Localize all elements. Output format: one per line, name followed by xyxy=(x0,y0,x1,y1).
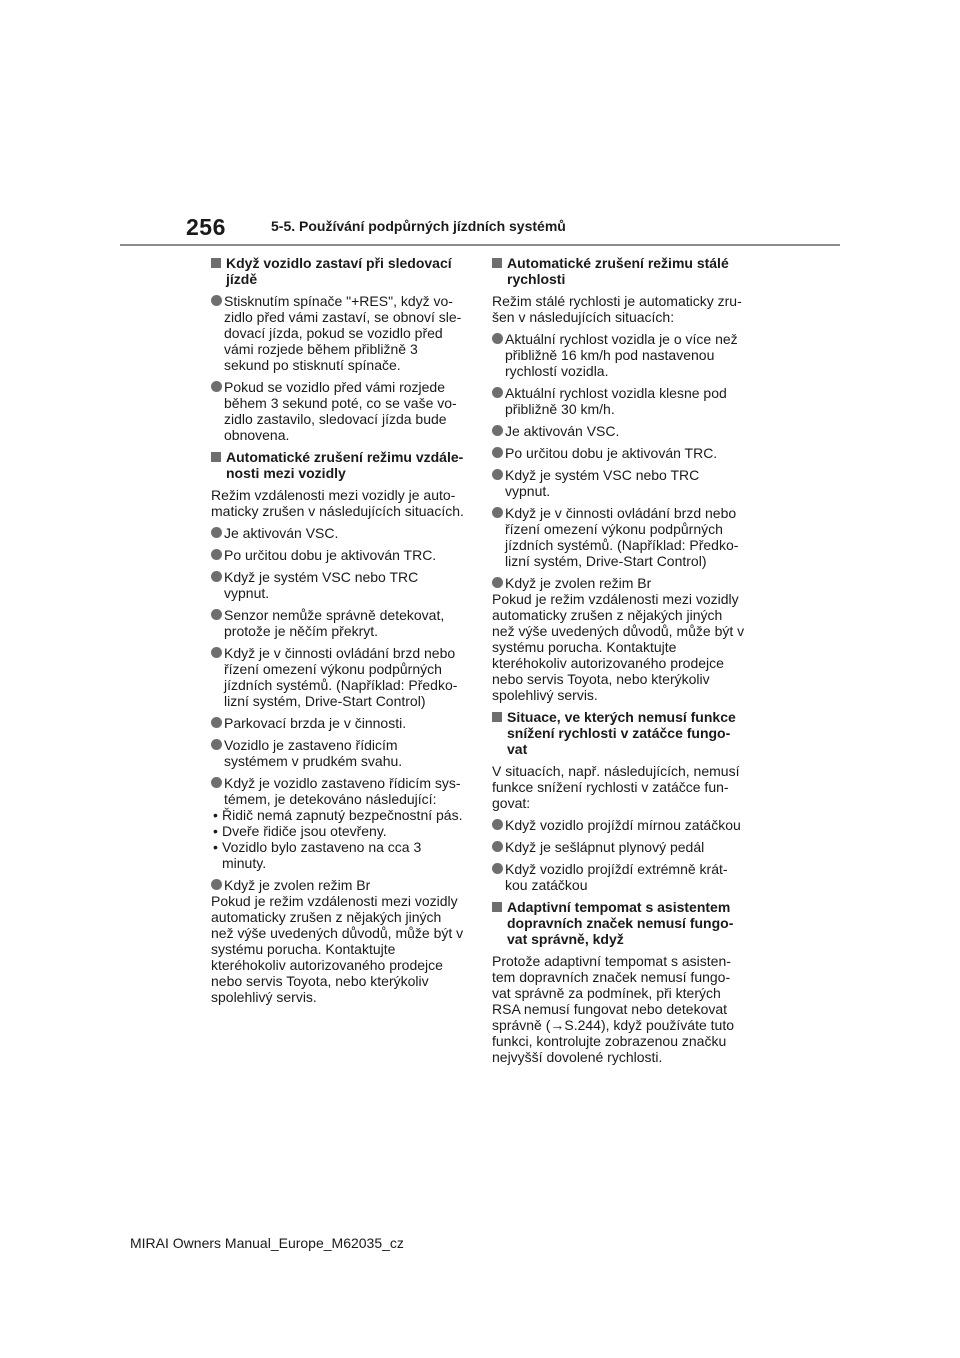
list-item xyxy=(211,293,465,373)
list-item xyxy=(492,445,746,461)
list-item-text: Když je zvolen režim Br xyxy=(505,575,652,591)
page-number: 256 xyxy=(186,214,226,240)
section-heading xyxy=(211,449,465,481)
circle-bullet-icon xyxy=(492,863,503,874)
small-bullet-icon: • xyxy=(213,839,218,855)
list-item-text: Parkovací brzda je v činnosti. xyxy=(224,715,407,731)
list-item-text: Když je sešlápnut plynový pedál xyxy=(505,839,705,855)
small-bullet-icon: • xyxy=(213,823,218,839)
square-bullet-icon xyxy=(211,258,221,268)
list-item xyxy=(492,467,746,499)
circle-bullet-icon xyxy=(211,777,222,788)
list-item xyxy=(492,817,746,833)
circle-bullet-icon xyxy=(211,571,222,582)
paragraph: V situacích, např. následujících, nemusí funkce snížení rychlosti v zatáčce fun-govat: xyxy=(492,763,740,811)
sub-list-item xyxy=(211,839,465,871)
section-heading-text: Automatické zrušení režimu vzdále-nosti mezi vozidly xyxy=(226,449,464,481)
list-item xyxy=(211,607,465,639)
square-bullet-icon xyxy=(211,452,221,462)
square-bullet-icon xyxy=(492,258,502,268)
circle-bullet-icon xyxy=(492,841,503,852)
list-item-text: Když je vozidlo zastaveno řídicím sys-témem, je detekováno následující: xyxy=(224,775,461,807)
left-column xyxy=(211,255,465,1011)
section-heading xyxy=(492,899,746,947)
circle-bullet-icon xyxy=(211,527,222,538)
sub-list-item xyxy=(211,823,465,839)
section-heading-text: Automatické zrušení režimu stálé rychlosti xyxy=(507,255,729,287)
section-heading xyxy=(492,255,746,287)
list-item-text: Aktuální rychlost vozidla klesne pod přibližně 30 km/h. xyxy=(505,385,727,417)
list-item-text: Když je v činnosti ovládání brzd nebo řízení omezení výkonu podpůrných jízdních systémů. (Například: Předko-lizní systém, Drive-Start Control) xyxy=(224,645,458,709)
sub-list-item xyxy=(211,807,465,823)
circle-bullet-icon xyxy=(211,609,222,620)
header-rule xyxy=(120,244,840,246)
section-heading-text: Když vozidlo zastaví při sledovací jízdě xyxy=(226,255,452,287)
circle-bullet-icon xyxy=(492,577,503,588)
circle-bullet-icon xyxy=(492,507,503,518)
list-item xyxy=(211,525,465,541)
list-item-text: Když vozidlo projíždí mírnou zatáčkou xyxy=(505,817,741,833)
section-heading xyxy=(211,255,465,287)
list-item-text: Stisknutím spínače "+RES", když vo-zidlo před vámi zastaví, se obnoví sle-dovací jízda, pokud se vozidlo před vámi rozjede během přibližně 3 sekund po stisknutí spínače. xyxy=(224,293,462,373)
sub-list-item-text: Řidič nemá zapnutý bezpečnostní pás. xyxy=(222,807,463,823)
list-item-text: Po určitou dobu je aktivován TRC. xyxy=(224,547,437,563)
list-item xyxy=(492,839,746,855)
square-bullet-icon xyxy=(492,902,502,912)
list-item-text: Je aktivován VSC. xyxy=(505,423,620,439)
circle-bullet-icon xyxy=(492,447,503,458)
circle-bullet-icon xyxy=(211,381,222,392)
list-item-text: Senzor nemůže správně detekovat, protože je něčím překryt. xyxy=(224,607,445,639)
paragraph: Protože adaptivní tempomat s asisten-tem dopravních značek nemusí fungo-vat správně za podmínek, při kterých RSA nemusí fungovat nebo detekovat správně (→S.244), když používáte tuto funkci, kontrolujte zobrazenou značku nejvyšší dovolené rychlosti. xyxy=(492,953,735,1065)
section-heading xyxy=(492,709,746,757)
circle-bullet-icon xyxy=(211,879,222,890)
circle-bullet-icon xyxy=(492,469,503,480)
circle-bullet-icon xyxy=(211,717,222,728)
circle-bullet-icon xyxy=(211,739,222,750)
list-item-text: Když je v činnosti ovládání brzd nebo řízení omezení výkonu podpůrných jízdních systémů. (Například: Předko-lizní systém, Drive-Start Control) xyxy=(505,505,739,569)
section-heading-text: Adaptivní tempomat s asistentem dopravních značek nemusí fungo-vat správně, když xyxy=(507,899,734,947)
paragraph: Režim vzdálenosti mezi vozidly je auto-maticky zrušen v následujících situacích. xyxy=(211,487,464,519)
circle-bullet-icon xyxy=(211,647,222,658)
list-item-text: Vozidlo je zastaveno řídicím systémem v prudkém svahu. xyxy=(224,737,403,769)
right-column xyxy=(492,255,746,1071)
list-item xyxy=(492,385,746,417)
circle-bullet-icon xyxy=(492,819,503,830)
circle-bullet-icon xyxy=(492,333,503,344)
section-heading-text: Situace, ve kterých nemusí funkce snížení rychlosti v zatáčce fungo-vat xyxy=(507,709,736,757)
paragraph: Pokud je režim vzdálenosti mezi vozidly automaticky zrušen z nějakých jiných než výše uvedených důvodů, může být v systému porucha. Kontaktujte kteréhokoliv autorizovaného prodejce nebo servis Toyota, nebo kterýkoliv spolehlivý servis. xyxy=(211,893,464,1005)
list-item xyxy=(211,645,465,709)
list-item xyxy=(211,737,465,769)
list-item xyxy=(211,569,465,601)
list-item-text: Když je systém VSC nebo TRC vypnut. xyxy=(505,467,700,499)
list-item-text: Když vozidlo projíždí extrémně krát-kou zatáčkou xyxy=(505,861,728,893)
list-item-text: Aktuální rychlost vozidla je o více než přibližně 16 km/h pod nastavenou rychlostí vozidla. xyxy=(505,331,738,379)
small-bullet-icon: • xyxy=(213,807,218,823)
list-item xyxy=(492,575,746,591)
chapter-title: 5-5. Používání podpůrných jízdních systémů xyxy=(271,218,566,234)
list-item xyxy=(492,331,746,379)
list-item xyxy=(211,877,465,893)
list-item xyxy=(492,423,746,439)
list-item-text: Pokud se vozidlo před vámi rozjede během 3 sekund poté, co se vaše vo-zidlo zastavilo, sledovací jízda bude obnovena. xyxy=(224,379,457,443)
circle-bullet-icon xyxy=(211,295,222,306)
list-item xyxy=(211,775,465,807)
square-bullet-icon xyxy=(492,712,502,722)
list-item xyxy=(492,505,746,569)
list-item xyxy=(492,861,746,893)
circle-bullet-icon xyxy=(492,387,503,398)
list-item-text: Když je systém VSC nebo TRC vypnut. xyxy=(224,569,419,601)
sub-list-item-text: Vozidlo bylo zastaveno na cca 3 minuty. xyxy=(222,839,422,871)
list-item-text: Je aktivován VSC. xyxy=(224,525,339,541)
list-item-text: Po určitou dobu je aktivován TRC. xyxy=(505,445,718,461)
footer-text: MIRAI Owners Manual_Europe_M62035_cz xyxy=(130,1235,404,1251)
list-item xyxy=(211,547,465,563)
list-item-text: Když je zvolen režim Br xyxy=(224,877,371,893)
paragraph: Pokud je režim vzdálenosti mezi vozidly automaticky zrušen z nějakých jiných než výše uvedených důvodů, může být v systému porucha. Kontaktujte kteréhokoliv autorizovaného prodejce nebo servis Toyota, nebo kterýkoliv spolehlivý servis. xyxy=(492,591,745,703)
circle-bullet-icon xyxy=(211,549,222,560)
sub-list xyxy=(211,807,465,871)
paragraph: Režim stálé rychlosti je automaticky zru-šen v následujících situacích: xyxy=(492,293,742,325)
circle-bullet-icon xyxy=(492,425,503,436)
list-item xyxy=(211,715,465,731)
sub-list-item-text: Dveře řidiče jsou otevřeny. xyxy=(222,823,387,839)
list-item xyxy=(211,379,465,443)
